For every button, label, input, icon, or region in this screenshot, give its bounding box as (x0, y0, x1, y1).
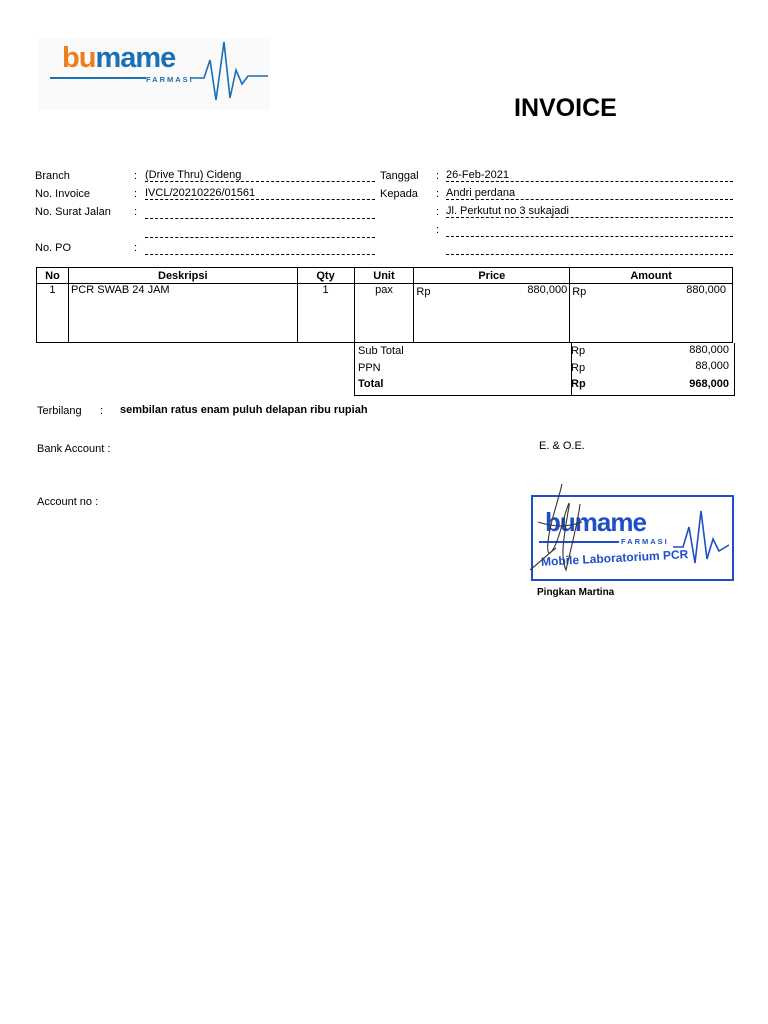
row-no: 1 (37, 284, 69, 343)
row-price (414, 284, 570, 343)
logo-underline (50, 77, 146, 79)
invoice-number-label: No. Invoice (35, 188, 91, 200)
row-qty: 1 (297, 284, 354, 343)
company-logo (38, 38, 270, 110)
branch-label: Branch (35, 170, 70, 182)
bank-account-label: Bank Account : (37, 443, 111, 455)
colon: : (436, 188, 440, 200)
terbilang-label: Terbilang (37, 405, 82, 417)
stamp-wordmark: bumame (545, 507, 646, 537)
subtotal-value: 880,000 (689, 344, 729, 356)
tanggal-value: 26-Feb-2021 (446, 169, 733, 182)
po-value (145, 242, 375, 255)
invoice-number-value: IVCL/20210226/01561 (145, 187, 375, 200)
column-header-no: No (37, 268, 69, 284)
stamp-pulse-icon (673, 505, 729, 565)
kepada-label: Kepada (380, 188, 418, 200)
total-label: Total (358, 378, 384, 390)
currency-label: Rp (572, 286, 587, 298)
account-no-label: Account no : (37, 496, 99, 508)
column-header-qty: Qty (297, 268, 354, 284)
address-line2 (446, 224, 733, 237)
price-value: 880,000 (527, 284, 568, 296)
address-line1: Jl. Perkutut no 3 sukajadi (446, 205, 733, 218)
pulse-icon (190, 40, 270, 106)
branch-value: (Drive Thru) Cideng (145, 169, 375, 182)
colon: : (134, 242, 138, 254)
colon: : (134, 188, 138, 200)
ppn-value: 88,000 (695, 360, 729, 372)
ppn-currency: Rp (571, 362, 586, 374)
colon: : (134, 206, 138, 218)
stamp-text: Mobile Laboratorium PCR (540, 547, 689, 569)
surat-jalan-label: No. Surat Jalan (35, 206, 111, 218)
signer-name: Pingkan Martina (537, 587, 615, 598)
tanggal-label: Tanggal (380, 170, 419, 182)
table-header-row (37, 268, 733, 284)
colon: : (436, 206, 440, 218)
invoice-title: INVOICE (514, 94, 617, 122)
table-row (37, 284, 733, 343)
colon: : (100, 405, 104, 417)
subtotal-label: Sub Total (358, 345, 404, 357)
column-header-amount: Amount (570, 268, 733, 284)
row-amount (570, 284, 733, 343)
terbilang-value: sembilan ratus enam puluh delapan ribu rupiah (120, 404, 368, 416)
address-line3 (446, 242, 733, 255)
row-unit: pax (354, 284, 414, 343)
logo-wordmark: bumame (62, 42, 176, 74)
signature (520, 482, 610, 582)
column-header-unit: Unit (354, 268, 414, 284)
total-currency: Rp (571, 378, 586, 390)
colon: : (134, 170, 138, 182)
amount-value: 880,000 (686, 284, 726, 296)
column-header-deskripsi: Deskripsi (68, 268, 297, 284)
po-label: No. PO (35, 242, 72, 254)
items-table (36, 267, 733, 343)
logo-subtitle: FARMASI (146, 75, 194, 84)
subtotal-currency: Rp (571, 345, 586, 357)
surat-jalan-value (145, 206, 375, 219)
eoe-text: E. & O.E. (539, 440, 585, 452)
ppn-label: PPN (358, 362, 381, 374)
currency-label: Rp (416, 286, 431, 298)
surat-jalan-value-line2 (145, 225, 375, 238)
stamp-subtitle: FARMASI (621, 537, 669, 546)
colon: : (436, 170, 440, 182)
colon: : (436, 224, 440, 236)
totals-box (354, 343, 735, 396)
kepada-value: Andri perdana (446, 187, 733, 200)
total-value: 968,000 (689, 378, 729, 390)
column-header-price: Price (414, 268, 570, 284)
column-divider (571, 343, 572, 395)
row-description: PCR SWAB 24 JAM (68, 284, 297, 343)
